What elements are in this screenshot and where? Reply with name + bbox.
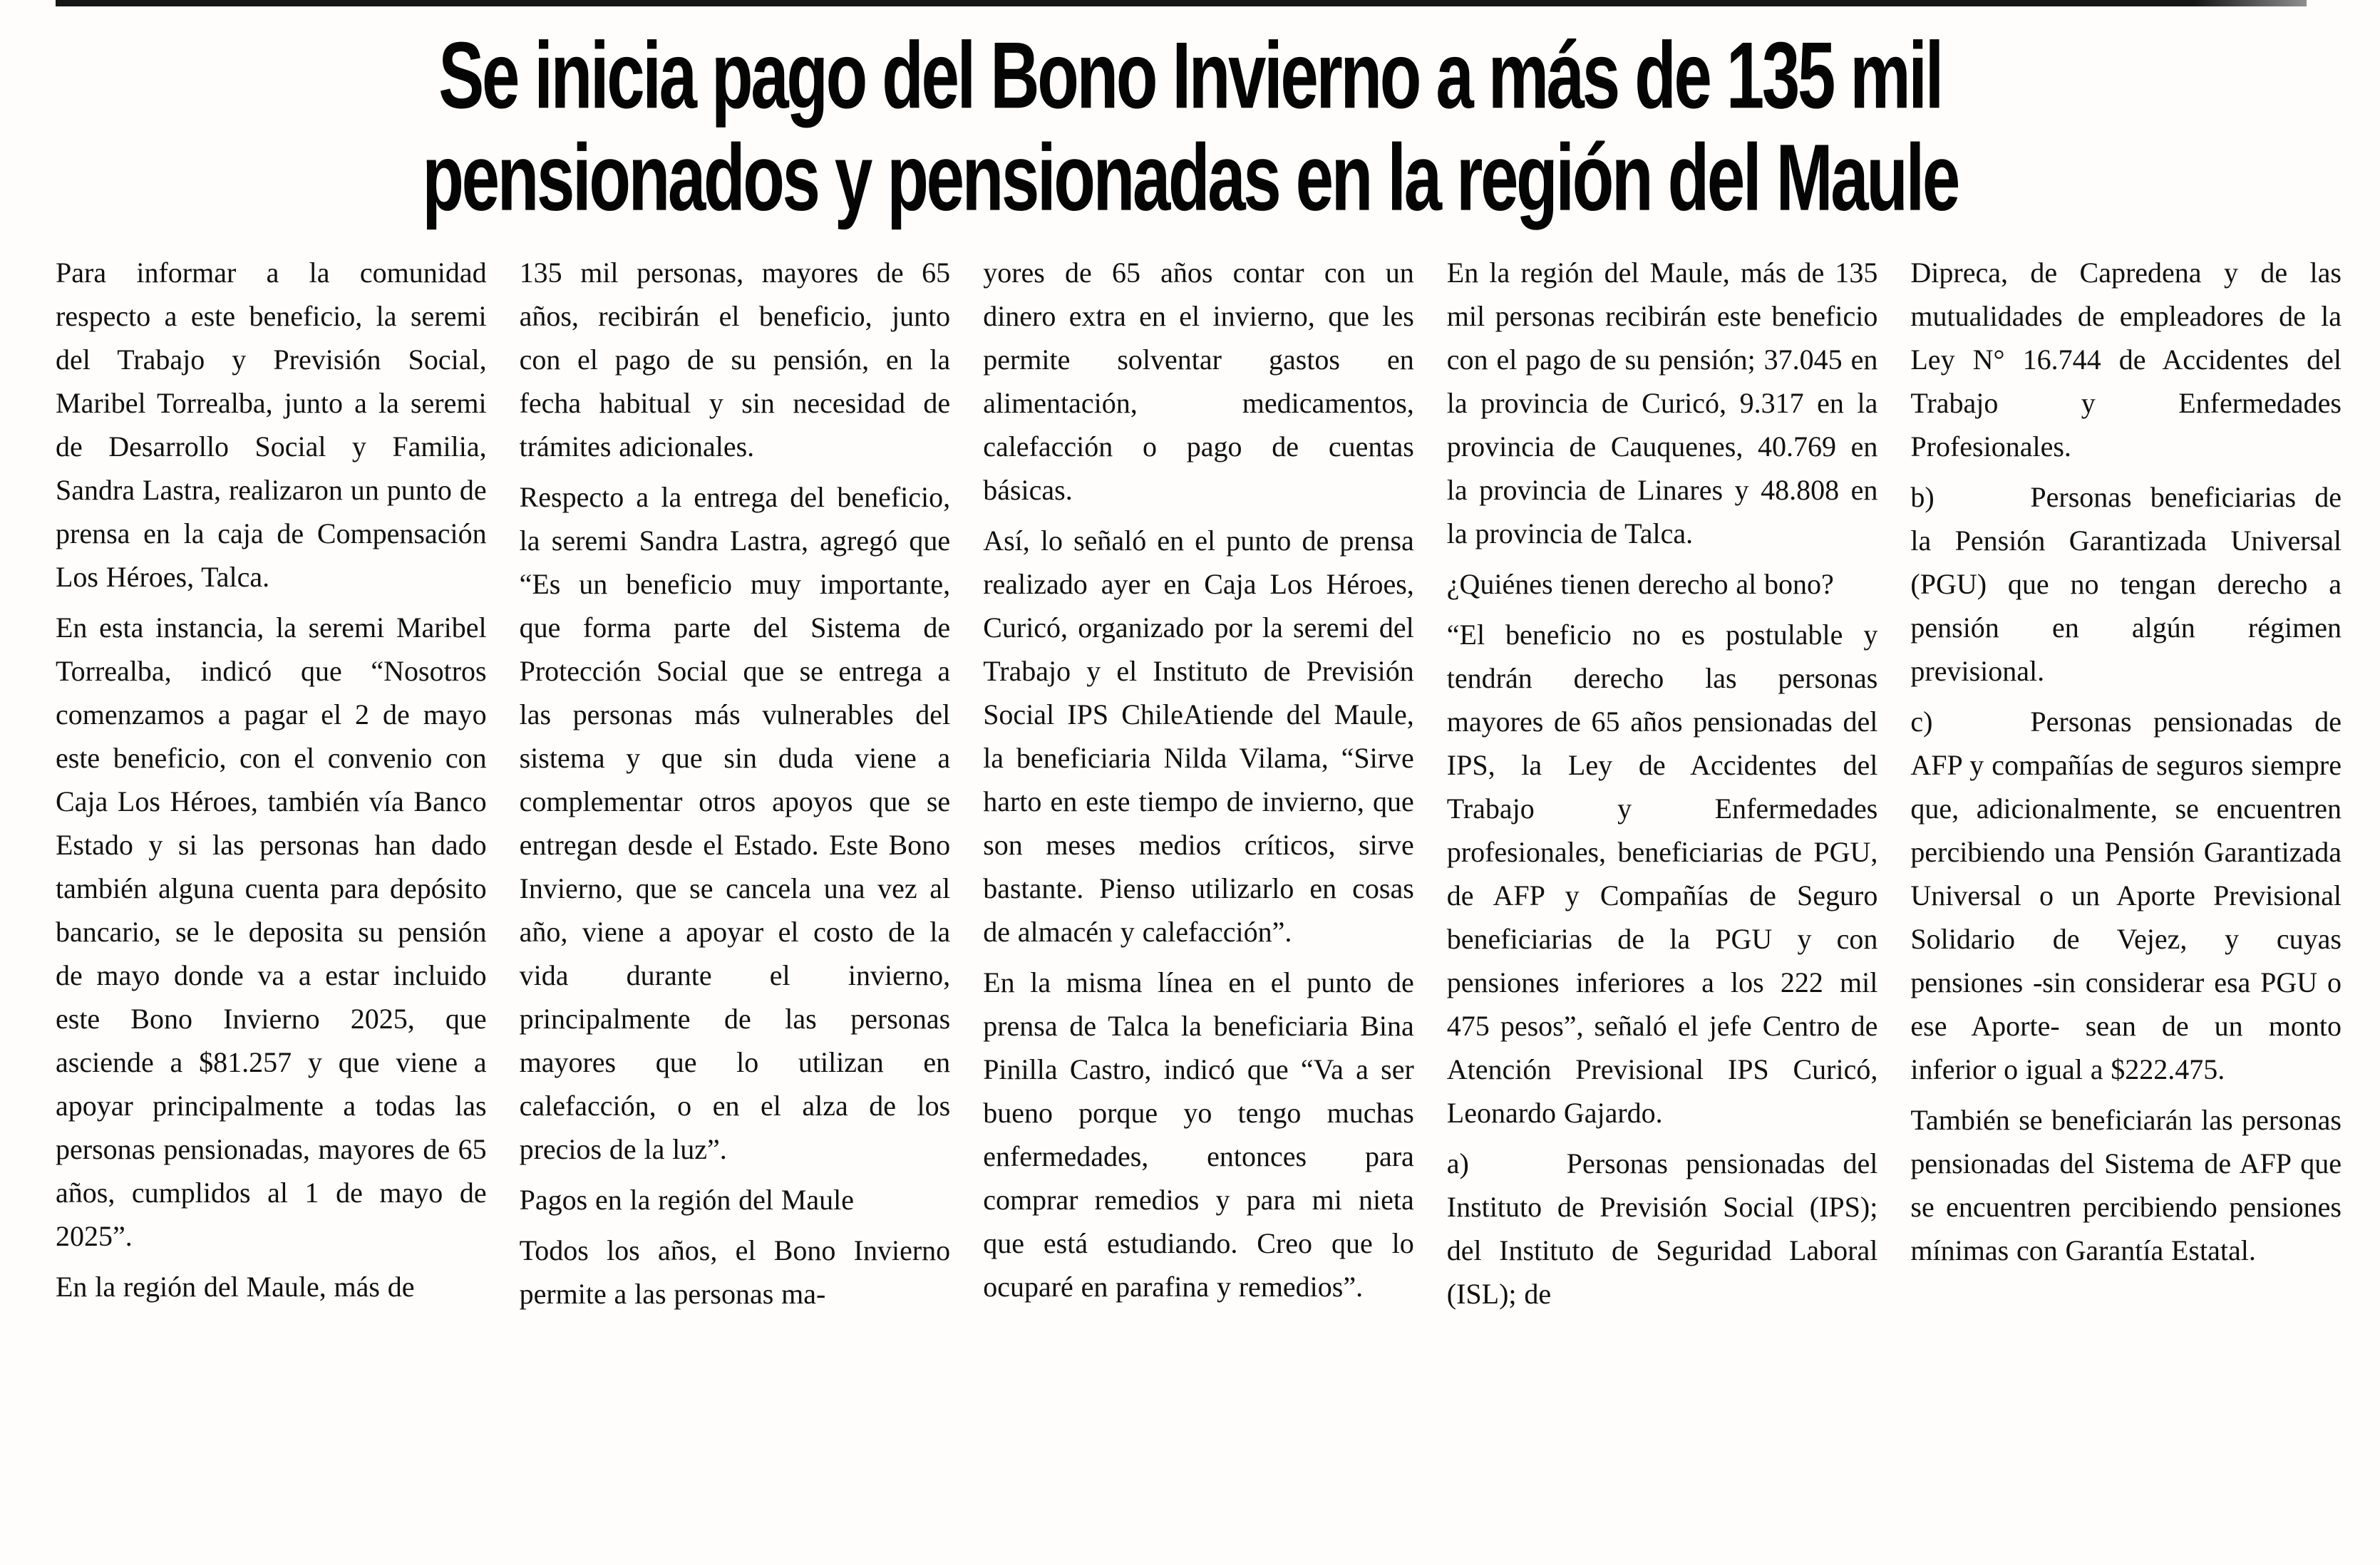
list-marker: a) [1446,1147,1469,1179]
article-column [1447,251,1878,1544]
top-rule [56,0,2307,6]
paragraph: También se beneficiarán las personas pensionadas del Sistema de AFP que se encuentren percibiendo pensiones mínimas con Garantía Estatal. [1910,1104,2342,1266]
paragraph: En esta instancia, la seremi Maribel Torrealba, indicó que “Nosotros comenzamos a pagar el 2 de mayo este beneficio, con el convenio con Caja Los Héroes, también vía Banco Estado y si las personas han dado también alguna cuenta para depósito bancario, se le deposita su pensión de mayo donde va a estar incluido este Bono Invierno 2025, que asciende a $81.257 y que viene a apoyar principalmente a todas las personas pensionadas, mayores de 65 años, cumplidos al 1 de mayo de 2025”. [56,611,487,1252]
article-column [520,251,951,1544]
list-paragraph: c) Personas pensionadas de AFP y compañías de seguros siempre que, adicionalmente, se encuentren percibiendo una Pensión Garantizada Universal o un Aporte Previsional Solidario de Vejez, y cuyas pensiones -sin considerar esa PGU o ese Aporte- sean de un monto inferior o igual a $222.475. [1910,700,2342,1091]
paragraph: ¿Quiénes tienen derecho al bono? [1446,568,1834,600]
paragraph: “El beneficio no es postulable y tendrán derecho las personas mayores de 65 años pensionadas del IPS, la Ley de Accidentes del Trabajo y Enfermedades profesionales, beneficiarias de PGU, de AFP y Compañías de Seguro beneficiarias de la PGU y con pensiones inferiores a los 222 mil 475 pesos”, señaló el jefe Centro de Atención Previsional IPS Curicó, Leonardo Gajardo. [1446,619,1878,1129]
list-paragraph: b) Personas beneficiarias de la Pensión Garantizada Universal (PGU) que no tengan derecho a pensión en algún régimen previsional. [1910,475,2342,693]
paragraph: Dipreca, de Capredena y de las mutualidades de empleadores de la Ley N° 16.744 de Accidentes del Trabajo y Enfermedades Profesionales. [1910,257,2342,463]
paragraph: Respecto a la entrega del beneficio, la seremi Sandra Lastra, agregó que “Es un beneficio muy importante, que forma parte del Sistema de Protección Social que se entrega a las personas más vulnerables del sistema y que sin duda viene a complementar otros apoyos que se entregan desde el Estado. Este Bono Invierno, que se cancela una vez al año, viene a apoyar el costo de la vida durante el invierno, principalmente de las personas mayores que lo utilizan en calefacción, o en el alza de los precios de la luz”. [519,481,951,1165]
paragraph: 135 mil personas, mayores de 65 años, recibirán el beneficio, junto con el pago de su pensión, en la fecha habitual y sin necesidad de trámites adicionales. [519,257,951,463]
list-marker: c) [1910,706,1933,738]
article-column [983,251,1414,1544]
list-marker: b) [1910,481,1935,513]
headline-line-2: pensionados y pensionadas en la región del Maule [422,123,1958,230]
paragraph: Pagos en la región del Maule [519,1184,855,1216]
paragraph: Para informar a la comunidad respecto a este beneficio, la seremi del Trabajo y Previsión Social, Maribel Torrealba, junto a la seremi de Desarrollo Social y Familia, Sandra Lastra, realizaron un punto de prensa en la caja de Compensación Los Héroes, Talca. [56,257,487,593]
paragraph: Así, lo señaló en el punto de prensa realizado ayer en Caja Los Héroes, Curicó, organizado por la seremi del Trabajo y el Instituto de Previsión Social IPS ChileAtiende del Maule, la beneficiaria Nilda Vilama, “Sirve harto en este tiempo de invierno, que son meses medios críticos, sirve bastante. Pienso utilizarlo en cosas de almacén y calefacción”. [983,525,1414,948]
headline [0,21,2380,232]
article-column [1910,251,2342,1544]
paragraph: yores de 65 años contar con un dinero extra en el invierno, que les permite solventar gastos en alimentación, medicamentos, calefacción o pago de cuentas básicas. [983,257,1414,506]
headline-text [422,21,1958,230]
paragraph: En la región del Maule, más de 135 mil personas recibirán este beneficio con el pago de su pensión; 37.045 en la provincia de Curicó, 9.317 en la provincia de Cauquenes, 40.769 en la provincia de Linares y 48.808 en la provincia de Talca. [1446,257,1878,549]
list-paragraph: a) Personas pensionadas del Instituto de Previsión Social (IPS); del Instituto de Seguridad Laboral (ISL); de [1447,1142,1878,1316]
paragraph: En la región del Maule, más de [56,1271,415,1303]
article-columns [56,251,2342,1544]
paragraph: Todos los años, el Bono Invierno permite a las personas ma- [519,1234,951,1310]
article-column [56,251,487,1544]
paragraph: En la misma línea en el punto de prensa de Talca la beneficiaria Bina Pinilla Castro, indicó que “Va a ser bueno porque yo tengo muchas enfermedades, entonces para comprar remedios y para mi nieta que está estudiando. Creo que lo ocuparé en parafina y remedios”. [983,966,1414,1303]
headline-line-1: Se inicia pago del Bono Invierno a más de 135 mil [438,21,1942,128]
